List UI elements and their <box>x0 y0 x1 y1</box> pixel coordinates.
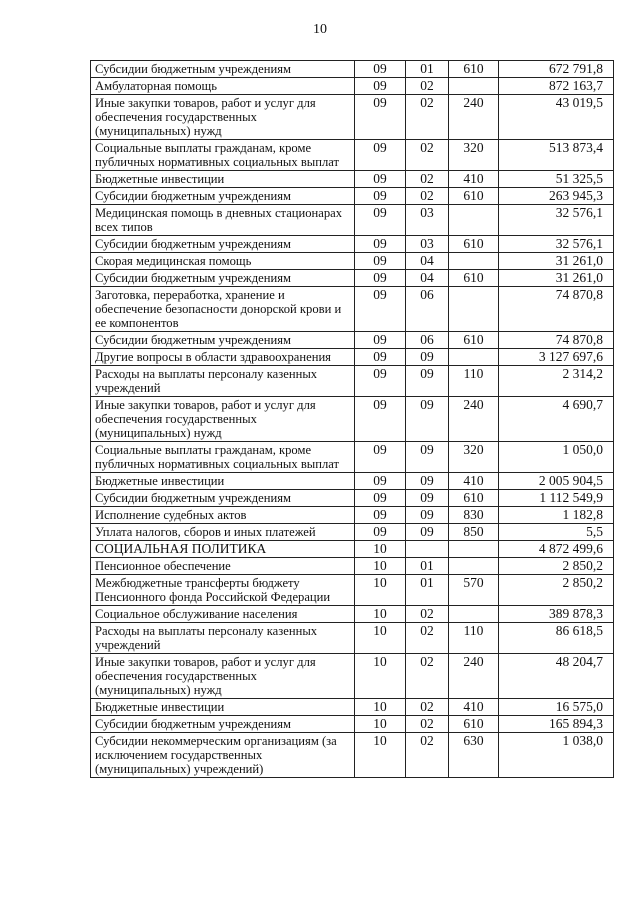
table-row <box>91 205 614 236</box>
page-number: 10 <box>313 22 327 37</box>
row-expense-type-cell: 610 <box>449 61 499 78</box>
row-amount-cell: 51 325,5 <box>499 171 614 188</box>
table-row <box>91 490 614 507</box>
row-amount-cell: 1 182,8 <box>499 507 614 524</box>
row-name-cell: Заготовка, переработка, хранение и обеспечение безопасности донорской крови и ее компонентов <box>91 287 355 332</box>
row-section-code-cell: 09 <box>355 61 406 78</box>
row-expense-type-cell: 610 <box>449 490 499 507</box>
row-subsection-code-cell: 02 <box>406 623 449 654</box>
row-subsection-code-cell: 09 <box>406 490 449 507</box>
row-amount-cell: 2 005 904,5 <box>499 473 614 490</box>
table-row <box>91 507 614 524</box>
row-section-code-cell: 10 <box>355 654 406 699</box>
row-section-code-cell: 09 <box>355 397 406 442</box>
row-section-code-cell: 09 <box>355 473 406 490</box>
table-row <box>91 699 614 716</box>
row-section-code-cell: 10 <box>355 623 406 654</box>
row-amount-cell: 3 127 697,6 <box>499 349 614 366</box>
row-amount-cell: 513 873,4 <box>499 140 614 171</box>
row-section-code-cell: 09 <box>355 78 406 95</box>
row-section-code-cell: 09 <box>355 140 406 171</box>
row-amount-cell: 2 850,2 <box>499 558 614 575</box>
row-expense-type-cell <box>449 606 499 623</box>
row-subsection-code-cell: 03 <box>406 205 449 236</box>
row-name-cell: Расходы на выплаты персоналу казенных учреждений <box>91 623 355 654</box>
row-subsection-code-cell: 09 <box>406 366 449 397</box>
row-subsection-code-cell: 01 <box>406 575 449 606</box>
row-expense-type-cell: 240 <box>449 95 499 140</box>
row-amount-cell: 48 204,7 <box>499 654 614 699</box>
row-amount-cell: 74 870,8 <box>499 332 614 349</box>
table-row <box>91 606 614 623</box>
row-section-code-cell: 09 <box>355 95 406 140</box>
row-section-code-cell: 09 <box>355 332 406 349</box>
row-name-cell: Медицинская помощь в дневных стационарах всех типов <box>91 205 355 236</box>
row-subsection-code-cell: 01 <box>406 558 449 575</box>
row-section-code-cell: 10 <box>355 733 406 778</box>
table-row <box>91 473 614 490</box>
row-section-code-cell: 09 <box>355 442 406 473</box>
row-expense-type-cell: 610 <box>449 188 499 205</box>
row-expense-type-cell: 570 <box>449 575 499 606</box>
row-expense-type-cell: 240 <box>449 654 499 699</box>
table-row <box>91 623 614 654</box>
row-subsection-code-cell: 02 <box>406 171 449 188</box>
row-name-cell: Субсидии бюджетным учреждениям <box>91 61 355 78</box>
row-expense-type-cell: 610 <box>449 270 499 287</box>
row-amount-cell: 16 575,0 <box>499 699 614 716</box>
row-section-code-cell: 10 <box>355 575 406 606</box>
row-name-cell: Субсидии бюджетным учреждениям <box>91 490 355 507</box>
row-expense-type-cell <box>449 541 499 558</box>
row-amount-cell: 2 314,2 <box>499 366 614 397</box>
table-row <box>91 575 614 606</box>
row-name-cell: Иные закупки товаров, работ и услуг для обеспечения государственных (муниципальных) нужд <box>91 654 355 699</box>
row-name-cell: Субсидии бюджетным учреждениям <box>91 236 355 253</box>
row-name-cell: Межбюджетные трансферты бюджету Пенсионного фонда Российской Федерации <box>91 575 355 606</box>
row-expense-type-cell <box>449 253 499 270</box>
row-section-code-cell: 09 <box>355 507 406 524</box>
row-name-cell: Пенсионное обеспечение <box>91 558 355 575</box>
row-section-code-cell: 09 <box>355 349 406 366</box>
row-expense-type-cell: 610 <box>449 332 499 349</box>
row-section-code-cell: 10 <box>355 699 406 716</box>
row-expense-type-cell: 110 <box>449 623 499 654</box>
table-row <box>91 733 614 778</box>
row-section-code-cell: 09 <box>355 366 406 397</box>
row-subsection-code-cell: 02 <box>406 733 449 778</box>
row-name-cell: Расходы на выплаты персоналу казенных учреждений <box>91 366 355 397</box>
table-row <box>91 349 614 366</box>
row-amount-cell: 4 872 499,6 <box>499 541 614 558</box>
table-row <box>91 397 614 442</box>
row-subsection-code-cell: 06 <box>406 287 449 332</box>
row-subsection-code-cell: 02 <box>406 188 449 205</box>
row-subsection-code-cell: 02 <box>406 95 449 140</box>
row-expense-type-cell: 320 <box>449 140 499 171</box>
row-expense-type-cell <box>449 78 499 95</box>
row-amount-cell: 32 576,1 <box>499 205 614 236</box>
budget-table <box>90 60 614 778</box>
row-expense-type-cell: 850 <box>449 524 499 541</box>
row-subsection-code-cell: 02 <box>406 140 449 171</box>
row-section-code-cell: 09 <box>355 253 406 270</box>
row-section-code-cell: 09 <box>355 287 406 332</box>
row-expense-type-cell: 410 <box>449 171 499 188</box>
row-subsection-code-cell <box>406 541 449 558</box>
row-section-code-cell: 10 <box>355 541 406 558</box>
row-amount-cell: 5,5 <box>499 524 614 541</box>
row-subsection-code-cell: 09 <box>406 442 449 473</box>
row-expense-type-cell: 830 <box>449 507 499 524</box>
row-name-cell: Амбулаторная помощь <box>91 78 355 95</box>
row-name-cell: Иные закупки товаров, работ и услуг для обеспечения государственных (муниципальных) нужд <box>91 397 355 442</box>
row-amount-cell: 672 791,8 <box>499 61 614 78</box>
row-section-code-cell: 10 <box>355 558 406 575</box>
row-section-code-cell: 09 <box>355 236 406 253</box>
row-name-cell: Субсидии бюджетным учреждениям <box>91 270 355 287</box>
row-amount-cell: 1 112 549,9 <box>499 490 614 507</box>
row-expense-type-cell: 110 <box>449 366 499 397</box>
table-row <box>91 140 614 171</box>
row-expense-type-cell: 610 <box>449 236 499 253</box>
row-section-code-cell: 09 <box>355 490 406 507</box>
row-amount-cell: 2 850,2 <box>499 575 614 606</box>
row-subsection-code-cell: 02 <box>406 654 449 699</box>
table-row <box>91 78 614 95</box>
table-row <box>91 270 614 287</box>
row-section-code-cell: 09 <box>355 205 406 236</box>
row-subsection-code-cell: 02 <box>406 699 449 716</box>
row-expense-type-cell: 610 <box>449 716 499 733</box>
row-name-cell: Субсидии бюджетным учреждениям <box>91 716 355 733</box>
table-row <box>91 654 614 699</box>
table-row <box>91 188 614 205</box>
row-expense-type-cell <box>449 558 499 575</box>
row-amount-cell: 165 894,3 <box>499 716 614 733</box>
table-row <box>91 716 614 733</box>
row-subsection-code-cell: 02 <box>406 78 449 95</box>
row-amount-cell: 872 163,7 <box>499 78 614 95</box>
row-subsection-code-cell: 01 <box>406 61 449 78</box>
row-amount-cell: 74 870,8 <box>499 287 614 332</box>
row-expense-type-cell <box>449 205 499 236</box>
row-section-code-cell: 10 <box>355 716 406 733</box>
row-subsection-code-cell: 09 <box>406 349 449 366</box>
row-name-cell: СОЦИАЛЬНАЯ ПОЛИТИКА <box>91 541 355 558</box>
row-name-cell: Социальные выплаты гражданам, кроме публичных нормативных социальных выплат <box>91 442 355 473</box>
row-subsection-code-cell: 09 <box>406 397 449 442</box>
row-expense-type-cell: 630 <box>449 733 499 778</box>
row-subsection-code-cell: 04 <box>406 253 449 270</box>
row-subsection-code-cell: 06 <box>406 332 449 349</box>
row-amount-cell: 389 878,3 <box>499 606 614 623</box>
row-subsection-code-cell: 09 <box>406 473 449 490</box>
table-row <box>91 558 614 575</box>
row-name-cell: Социальные выплаты гражданам, кроме публичных нормативных социальных выплат <box>91 140 355 171</box>
table-row <box>91 171 614 188</box>
table-row <box>91 253 614 270</box>
row-amount-cell: 31 261,0 <box>499 253 614 270</box>
row-subsection-code-cell: 09 <box>406 524 449 541</box>
table-row <box>91 524 614 541</box>
row-name-cell: Иные закупки товаров, работ и услуг для обеспечения государственных (муниципальных) нужд <box>91 95 355 140</box>
row-expense-type-cell: 410 <box>449 473 499 490</box>
row-name-cell: Уплата налогов, сборов и иных платежей <box>91 524 355 541</box>
row-name-cell: Бюджетные инвестиции <box>91 699 355 716</box>
row-expense-type-cell: 410 <box>449 699 499 716</box>
row-section-code-cell: 09 <box>355 524 406 541</box>
row-subsection-code-cell: 02 <box>406 716 449 733</box>
table-row <box>91 61 614 78</box>
table-row <box>91 442 614 473</box>
row-name-cell: Другие вопросы в области здравоохранения <box>91 349 355 366</box>
table-row <box>91 287 614 332</box>
row-amount-cell: 1 050,0 <box>499 442 614 473</box>
row-subsection-code-cell: 04 <box>406 270 449 287</box>
row-name-cell: Бюджетные инвестиции <box>91 171 355 188</box>
row-amount-cell: 86 618,5 <box>499 623 614 654</box>
row-expense-type-cell: 320 <box>449 442 499 473</box>
row-expense-type-cell <box>449 349 499 366</box>
table-row <box>91 332 614 349</box>
row-name-cell: Субсидии бюджетным учреждениям <box>91 332 355 349</box>
row-name-cell: Социальное обслуживание населения <box>91 606 355 623</box>
row-section-code-cell: 10 <box>355 606 406 623</box>
row-amount-cell: 31 261,0 <box>499 270 614 287</box>
row-amount-cell: 32 576,1 <box>499 236 614 253</box>
row-amount-cell: 43 019,5 <box>499 95 614 140</box>
row-amount-cell: 4 690,7 <box>499 397 614 442</box>
row-name-cell: Скорая медицинская помощь <box>91 253 355 270</box>
row-section-code-cell: 09 <box>355 188 406 205</box>
row-subsection-code-cell: 03 <box>406 236 449 253</box>
row-subsection-code-cell: 09 <box>406 507 449 524</box>
row-amount-cell: 1 038,0 <box>499 733 614 778</box>
row-name-cell: Субсидии бюджетным учреждениям <box>91 188 355 205</box>
row-section-code-cell: 09 <box>355 270 406 287</box>
table-row <box>91 236 614 253</box>
row-name-cell: Субсидии некоммерческим организациям (за исключением государственных (муниципальных) учреждений) <box>91 733 355 778</box>
row-expense-type-cell: 240 <box>449 397 499 442</box>
table-row <box>91 366 614 397</box>
row-name-cell: Бюджетные инвестиции <box>91 473 355 490</box>
table-row <box>91 95 614 140</box>
row-section-code-cell: 09 <box>355 171 406 188</box>
row-subsection-code-cell: 02 <box>406 606 449 623</box>
table-row <box>91 541 614 558</box>
row-amount-cell: 263 945,3 <box>499 188 614 205</box>
row-name-cell: Исполнение судебных актов <box>91 507 355 524</box>
row-expense-type-cell <box>449 287 499 332</box>
budget-table-body <box>91 61 614 778</box>
